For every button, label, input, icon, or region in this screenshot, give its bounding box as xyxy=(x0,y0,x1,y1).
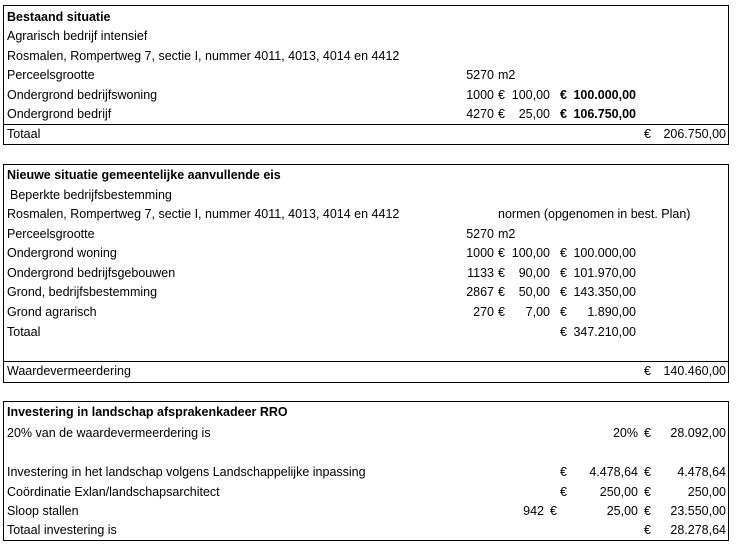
row-price-currency: € xyxy=(498,285,505,299)
plot-size-unit: m2 xyxy=(498,68,516,82)
row-label: Coördinatie Exlan/landschapsarchitect xyxy=(7,485,220,499)
row-amount: 100.000,00 xyxy=(573,246,636,260)
value-increase-label: Waardevermeerdering xyxy=(7,364,131,378)
row-price-currency: € xyxy=(498,266,505,280)
table-row xyxy=(4,105,728,124)
row-quantity: 1000 xyxy=(466,246,494,260)
row-quantity: 942 xyxy=(523,504,544,518)
total-currency: € xyxy=(644,523,651,537)
total-label: Totaal investering is xyxy=(7,523,117,537)
section-title: Nieuwe situatie gemeentelijke aanvullende eis xyxy=(7,168,281,182)
row-label: Investering in het landschap volgens Landschappelijke inpassing xyxy=(7,465,366,479)
row-price: 25,00 xyxy=(606,504,638,518)
row-amount: 4.478,64 xyxy=(677,465,726,479)
plot-size-value: 5270 xyxy=(466,227,494,241)
row-amount-currency: € xyxy=(560,285,567,299)
table-row xyxy=(4,244,728,263)
new-situation-table xyxy=(3,164,729,383)
row-price: 4.478,64 xyxy=(589,465,638,479)
address: Rosmalen, Rompertweg 7, sectie I, nummer 4011, 4013, 4014 en 4412 xyxy=(7,207,400,221)
row-amount-currency: € xyxy=(560,246,567,260)
value-increase-row xyxy=(4,362,728,381)
row-label: Grond, bedrijfsbestemming xyxy=(7,285,158,299)
percentage-amount: 28.092,00 xyxy=(670,426,726,440)
section-title: Bestaand situatie xyxy=(7,10,111,24)
row-amount-currency: € xyxy=(560,107,567,121)
row-price-currency: € xyxy=(560,485,567,499)
address-row xyxy=(4,47,728,66)
table-row xyxy=(4,303,728,322)
total-value: 347.210,00 xyxy=(573,325,636,339)
total-row xyxy=(4,323,728,342)
row-amount-currency: € xyxy=(644,465,651,479)
address: Rosmalen, Rompertweg 7, sectie I, nummer 4011, 4013, 4014 en 4412 xyxy=(7,49,400,63)
row-price: 50,00 xyxy=(518,285,550,299)
row-label: Ondergrond bedrijfsgebouwen xyxy=(7,266,176,280)
percentage-value: 20% xyxy=(612,426,638,440)
row-price: 100,00 xyxy=(511,88,550,102)
row-price-currency: € xyxy=(498,107,505,121)
row-amount-currency: € xyxy=(560,88,567,102)
row-quantity: 1000 xyxy=(466,88,494,102)
table-row xyxy=(4,483,728,502)
percentage-label: 20% van de waardevermeerdering is xyxy=(7,426,211,440)
percentage-currency: € xyxy=(644,426,651,440)
row-price-currency: € xyxy=(560,465,567,479)
row-price: 25,00 xyxy=(518,107,550,121)
row-price-currency: € xyxy=(498,88,505,102)
total-row xyxy=(4,125,728,144)
row-qty-currency: € xyxy=(550,504,557,518)
percentage-row xyxy=(4,424,728,443)
plot-size-label: Perceelsgrootte xyxy=(7,227,95,241)
row-quantity: 4270 xyxy=(466,107,494,121)
table-row xyxy=(4,502,728,521)
row-price: 250,00 xyxy=(599,485,638,499)
existing-situation-table xyxy=(3,5,729,145)
value-increase-value: 140.460,00 xyxy=(663,364,726,378)
row-amount-currency: € xyxy=(644,504,651,518)
row-amount-currency: € xyxy=(560,266,567,280)
section-title-row xyxy=(4,403,728,422)
row-quantity: 270 xyxy=(473,305,494,319)
section-subtitle: Agrarisch bedrijf intensief xyxy=(7,29,148,43)
landscape-investment-table xyxy=(3,401,729,541)
row-label: Ondergrond woning xyxy=(7,246,117,260)
row-amount: 143.350,00 xyxy=(573,285,636,299)
table-row xyxy=(4,86,728,105)
total-currency: € xyxy=(560,325,567,339)
row-amount: 100.000,00 xyxy=(573,88,636,102)
section-subtitle: Beperkte bedrijfsbestemming xyxy=(10,188,172,202)
section-title: Investering in landschap afsprakenkadeer RRO xyxy=(7,405,288,419)
plot-size-row xyxy=(4,66,728,85)
plot-size-value: 5270 xyxy=(466,68,494,82)
total-currency: € xyxy=(644,127,651,141)
section-title-row xyxy=(4,8,728,27)
row-quantity: 1133 xyxy=(467,266,494,280)
row-price: 90,00 xyxy=(518,266,550,280)
total-value: 28.278,64 xyxy=(670,523,726,537)
plot-size-unit: m2 xyxy=(498,227,516,241)
row-label: Ondergrond bedrijfswoning xyxy=(7,88,158,102)
row-label: Sloop stallen xyxy=(7,504,79,518)
row-price-currency: € xyxy=(498,305,505,319)
row-amount: 250,00 xyxy=(687,485,726,499)
row-label: Grond agrarisch xyxy=(7,305,97,319)
address-row xyxy=(4,205,728,224)
row-amount-currency: € xyxy=(644,485,651,499)
row-price: 100,00 xyxy=(511,246,550,260)
total-label: Totaal xyxy=(7,127,41,141)
row-amount: 23.550,00 xyxy=(670,504,726,518)
plot-size-label: Perceelsgrootte xyxy=(7,68,95,82)
row-quantity: 2867 xyxy=(466,285,494,299)
row-price: 7,00 xyxy=(525,305,550,319)
row-price-currency: € xyxy=(498,246,505,260)
total-row xyxy=(4,521,728,540)
norms-note: normen (opgenomen in best. Plan) xyxy=(498,207,691,221)
table-row xyxy=(4,283,728,302)
row-amount: 106.750,00 xyxy=(573,107,636,121)
row-amount: 101.970,00 xyxy=(573,266,636,280)
row-amount-currency: € xyxy=(560,305,567,319)
row-amount: 1.890,00 xyxy=(587,305,636,319)
table-row xyxy=(4,264,728,283)
value-increase-currency: € xyxy=(644,364,651,378)
table-row xyxy=(4,463,728,482)
section-title-row xyxy=(4,166,728,185)
row-label: Ondergrond bedrijf xyxy=(7,107,112,121)
total-value: 206.750,00 xyxy=(663,127,726,141)
plot-size-row xyxy=(4,225,728,244)
subtitle-row xyxy=(4,27,728,46)
subtitle-row xyxy=(4,186,728,205)
total-label: Totaal xyxy=(7,325,41,339)
